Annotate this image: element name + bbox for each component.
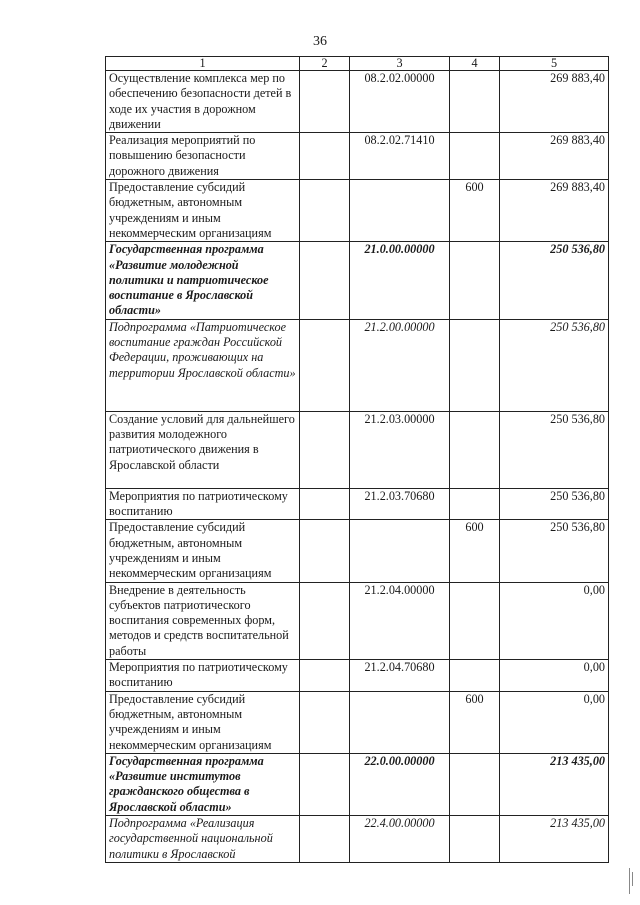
- row-vr-cell: [450, 411, 500, 488]
- table-row: [106, 319, 609, 411]
- row-col2-cell: [300, 815, 350, 862]
- row-vr-cell: [450, 753, 500, 815]
- row-amount-cell: 0,00: [500, 660, 609, 692]
- row-name-cell: Мероприятия по патриотическому воспитанию: [106, 488, 300, 520]
- row-col2-cell: [300, 71, 350, 133]
- row-name-cell: Государственная программа «Развитие институтов гражданского общества в Ярославской области»: [106, 753, 300, 815]
- row-name-cell: Мероприятия по патриотическому воспитанию: [106, 660, 300, 692]
- row-vr-cell: [450, 488, 500, 520]
- row-code-cell: 21.2.03.00000: [350, 411, 450, 488]
- row-name-cell: Подпрограмма «Реализация государственной национальной политики в Ярославской: [106, 815, 300, 862]
- row-code-cell: 22.4.00.00000: [350, 815, 450, 862]
- row-code-cell: 21.2.03.70680: [350, 488, 450, 520]
- row-code-cell: 21.2.00.00000: [350, 319, 450, 411]
- row-code-cell: [350, 180, 450, 242]
- table-row: [106, 815, 609, 862]
- page-number: 36: [313, 34, 327, 49]
- column-header: 3: [350, 57, 450, 71]
- row-vr-cell: 600: [450, 180, 500, 242]
- row-col2-cell: [300, 660, 350, 692]
- row-col2-cell: [300, 133, 350, 180]
- row-col2-cell: [300, 488, 350, 520]
- row-col2-cell: [300, 691, 350, 753]
- row-name-cell: Осуществление комплекса мер по обеспечению безопасности детей в ходе их участия в дорожном движении: [106, 71, 300, 133]
- row-amount-cell: 250 536,80: [500, 488, 609, 520]
- row-col2-cell: [300, 582, 350, 659]
- row-col2-cell: [300, 520, 350, 582]
- table-row: [106, 133, 609, 180]
- row-code-cell: [350, 520, 450, 582]
- row-name-cell: Предоставление субсидий бюджетным, автономным учреждениям и иным некоммерческим организациям: [106, 691, 300, 753]
- scan-edge-mark: [632, 872, 633, 886]
- column-header: 1: [106, 57, 300, 71]
- table-row: [106, 660, 609, 692]
- row-code-cell: 08.2.02.71410: [350, 133, 450, 180]
- table-row: [106, 488, 609, 520]
- row-name-cell: Подпрограмма «Патриотическое воспитание граждан Российской Федерации, проживающих на территории Ярославской области»: [106, 319, 300, 411]
- row-code-cell: 08.2.02.00000: [350, 71, 450, 133]
- row-name-cell: Предоставление субсидий бюджетным, автономным учреждениям и иным некоммерческим организациям: [106, 520, 300, 582]
- table-body: [106, 71, 609, 863]
- table-row: [106, 582, 609, 659]
- row-amount-cell: 0,00: [500, 582, 609, 659]
- table-row: [106, 520, 609, 582]
- row-vr-cell: [450, 242, 500, 319]
- row-vr-cell: [450, 582, 500, 659]
- row-name-cell: Реализация мероприятий по повышению безопасности дорожного движения: [106, 133, 300, 180]
- row-name-cell: Предоставление субсидий бюджетным, автономным учреждениям и иным некоммерческим организациям: [106, 180, 300, 242]
- row-code-cell: 22.0.00.00000: [350, 753, 450, 815]
- row-amount-cell: 250 536,80: [500, 319, 609, 411]
- table-header-row: [106, 57, 609, 71]
- row-col2-cell: [300, 753, 350, 815]
- row-amount-cell: 0,00: [500, 691, 609, 753]
- row-name-cell: Внедрение в деятельность субъектов патриотического воспитания современных форм, методов и средств воспитательной работы: [106, 582, 300, 659]
- row-code-cell: 21.0.00.00000: [350, 242, 450, 319]
- row-vr-cell: [450, 660, 500, 692]
- row-amount-cell: 213 435,00: [500, 753, 609, 815]
- row-amount-cell: 269 883,40: [500, 180, 609, 242]
- table-row: [106, 753, 609, 815]
- table-row: [106, 242, 609, 319]
- row-vr-cell: [450, 71, 500, 133]
- row-vr-cell: [450, 133, 500, 180]
- column-header: 4: [450, 57, 500, 71]
- row-col2-cell: [300, 319, 350, 411]
- row-amount-cell: 269 883,40: [500, 71, 609, 133]
- row-col2-cell: [300, 411, 350, 488]
- row-amount-cell: 250 536,80: [500, 520, 609, 582]
- table-row: [106, 71, 609, 133]
- row-amount-cell: 213 435,00: [500, 815, 609, 862]
- row-name-cell: Создание условий для дальнейшего развития молодежного патриотического движения в Ярославской области: [106, 411, 300, 488]
- row-vr-cell: [450, 815, 500, 862]
- table-row: [106, 180, 609, 242]
- row-vr-cell: 600: [450, 520, 500, 582]
- table-row: [106, 691, 609, 753]
- scan-edge-mark: [629, 868, 630, 894]
- row-amount-cell: 250 536,80: [500, 242, 609, 319]
- row-amount-cell: 269 883,40: [500, 133, 609, 180]
- row-col2-cell: [300, 180, 350, 242]
- row-vr-cell: 600: [450, 691, 500, 753]
- column-header: 5: [500, 57, 609, 71]
- budget-table: [105, 56, 609, 863]
- row-amount-cell: 250 536,80: [500, 411, 609, 488]
- row-code-cell: 21.2.04.00000: [350, 582, 450, 659]
- column-header: 2: [300, 57, 350, 71]
- row-name-cell: Государственная программа «Развитие молодежной политики и патриотическое воспитание в Ярославской области»: [106, 242, 300, 319]
- row-vr-cell: [450, 319, 500, 411]
- row-col2-cell: [300, 242, 350, 319]
- row-code-cell: 21.2.04.70680: [350, 660, 450, 692]
- table-row: [106, 411, 609, 488]
- row-code-cell: [350, 691, 450, 753]
